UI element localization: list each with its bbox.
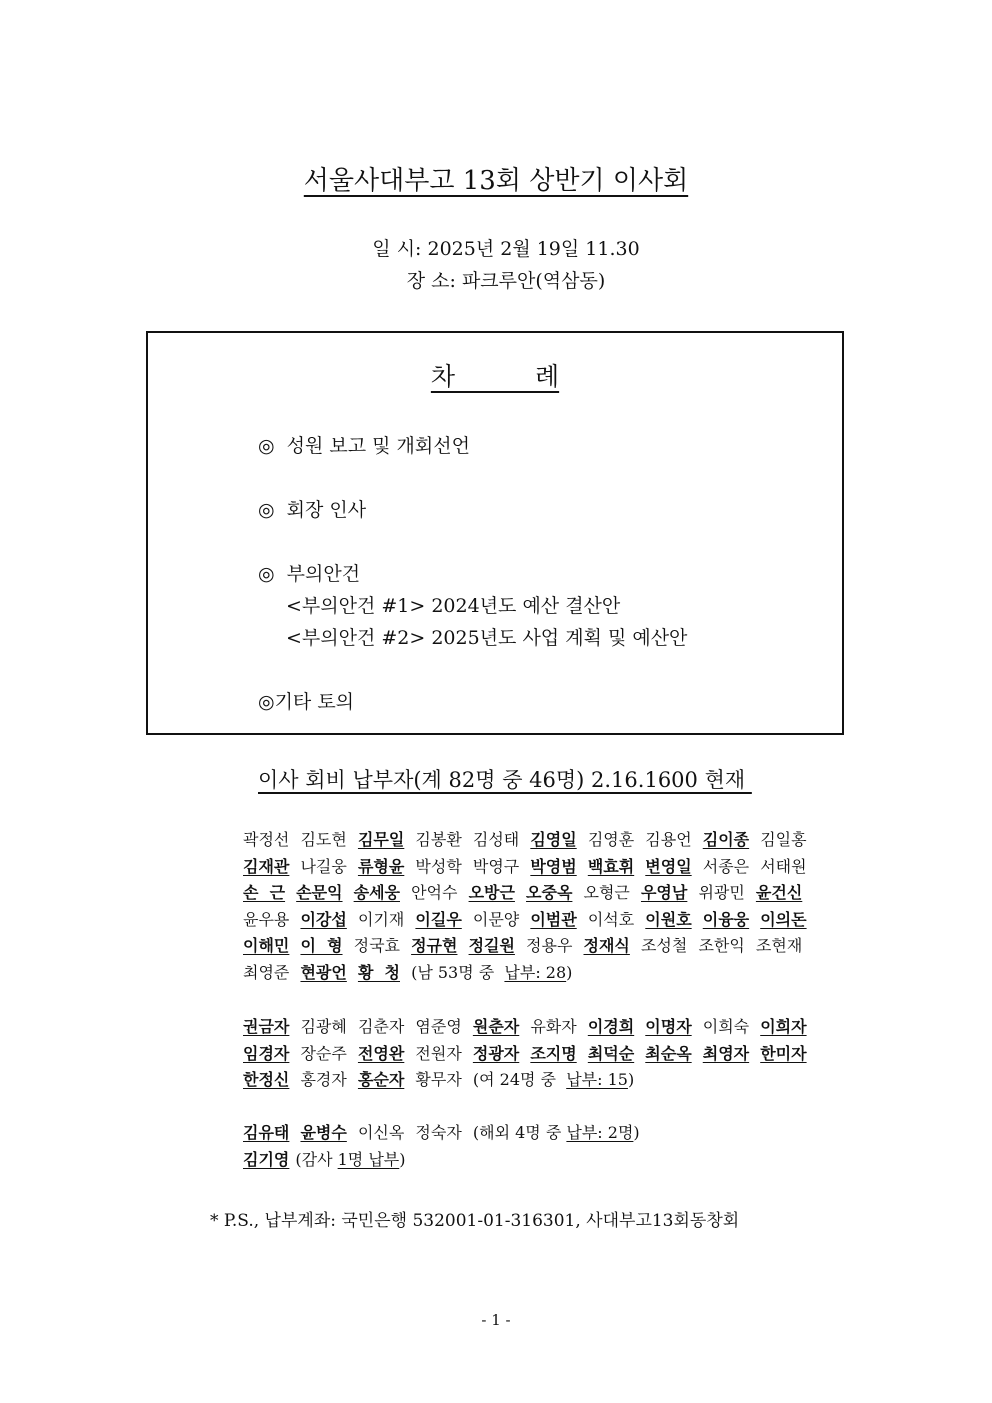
member-name-paid: 최덕순	[587, 1043, 635, 1063]
auditor-summary-paid: 1명 납부	[337, 1149, 400, 1169]
member-name-paid: 이길우	[415, 909, 462, 929]
female-summary	[473, 1070, 634, 1089]
overseas-summary-paid: 납부: 2명	[566, 1123, 634, 1142]
agenda-subitem-2: <부의안건 #2> 2025년도 사업 계획 및 예산안	[286, 627, 688, 649]
member-name: 조성철	[640, 936, 688, 956]
member-name-paid: 백효휘	[587, 856, 635, 876]
member-name: 홍경자	[300, 1070, 347, 1090]
agenda-item-quorum: ◎ 성원 보고 및 개회선언	[258, 435, 470, 457]
overseas-summary-pre: (해외 4명 중	[472, 1123, 567, 1142]
member-name-paid: 이경희	[587, 1017, 635, 1036]
member-name: 위광민	[698, 883, 745, 903]
member-name-paid: 정규현	[411, 936, 458, 956]
member-name: 유화자	[530, 1017, 577, 1036]
auditor-summary-post: )	[399, 1149, 406, 1169]
member-name: 황무자	[415, 1070, 462, 1090]
member-name-paid: 김재관	[243, 856, 290, 876]
auditor-summary	[295, 1150, 405, 1169]
member-name-paid: 우영남	[640, 883, 688, 903]
member-name-paid: 송세웅	[353, 883, 400, 903]
member-name-paid: 현광언	[300, 962, 347, 982]
member-name: 윤우용	[243, 909, 290, 929]
member-name: 김광혜	[300, 1017, 347, 1036]
member-name: 이기재	[357, 909, 405, 929]
agenda-title	[148, 357, 842, 393]
male-names	[243, 830, 813, 982]
member-name: 김춘자	[357, 1017, 405, 1036]
member-name-paid: 한정신	[243, 1070, 290, 1090]
agenda-item-proposals: ◎ 부의안건	[258, 563, 361, 585]
member-name-paid: 조지명	[530, 1043, 577, 1063]
member-name: 이신옥	[357, 1123, 405, 1142]
member-name-paid: 원춘자	[472, 1017, 520, 1036]
member-name-paid: 윤건신	[755, 883, 803, 903]
member-name: 곽정선	[243, 830, 290, 849]
overseas-names	[243, 1123, 473, 1142]
female-summary-post: )	[627, 1070, 635, 1090]
member-name-paid: 전영완	[357, 1043, 405, 1063]
member-name: 김영훈	[587, 830, 635, 849]
member-name-paid: 변영일	[645, 856, 692, 876]
male-summary-pre: (남 53명 중	[411, 962, 505, 982]
member-name-paid: 권금자	[243, 1017, 290, 1036]
member-name: 조현재	[755, 936, 803, 956]
agenda-title-text: 차 례	[430, 362, 560, 391]
member-name: 김일홍	[760, 830, 807, 849]
member-name-paid: 이 형	[300, 936, 343, 956]
member-name-paid: 오중옥	[526, 883, 573, 903]
member-name-paid: 이범관	[530, 909, 577, 929]
member-name-paid: 이명자	[645, 1017, 692, 1036]
auditor-summary-pre: (감사	[295, 1149, 338, 1169]
meeting-place: 장 소: 파크루안(역삼동)	[406, 270, 606, 292]
member-name-paid: 이강섭	[300, 909, 347, 929]
member-name: 정국효	[353, 936, 400, 956]
member-name-paid: 김무일	[357, 830, 405, 849]
member-name-paid: 이희자	[760, 1017, 807, 1036]
member-name: 김성태	[472, 830, 520, 849]
male-summary	[411, 963, 572, 982]
member-name-paid: 임경자	[243, 1043, 290, 1063]
overseas-summary-post: )	[633, 1123, 640, 1142]
female-summary-pre: (여 24명 중	[472, 1070, 567, 1090]
member-name: 김용언	[645, 830, 692, 849]
agenda-item-other: ◎기타 토의	[258, 691, 355, 713]
member-name: 정숙자	[415, 1123, 462, 1142]
member-name-paid: 이의돈	[760, 909, 807, 929]
page-number: - 1 -	[481, 1311, 511, 1329]
member-name-paid: 이융웅	[702, 909, 750, 929]
female-summary-paid: 납부: 15	[566, 1070, 628, 1090]
auditor-name: 김기영	[243, 1149, 290, 1169]
member-name-paid: 이해민	[243, 936, 290, 956]
member-name-paid: 정재식	[583, 936, 630, 956]
meeting-date: 일 시: 2025년 2월 19일 11.30	[372, 238, 640, 260]
member-name-paid: 정길원	[468, 936, 515, 956]
member-name-paid: 이원호	[645, 909, 692, 929]
male-summary-paid: 납부: 28	[504, 962, 567, 982]
member-name-paid: 정광자	[472, 1043, 520, 1063]
document-title-text: 서울사대부고 13회 상반기 이사회	[303, 166, 689, 196]
agenda-box	[146, 331, 844, 735]
member-name: 김도현	[300, 830, 347, 849]
dues-heading-text: 이사 회비 납부자(계 82명 중 46명) 2.16.1600 현재	[258, 768, 752, 792]
member-name: 조한익	[698, 936, 745, 956]
member-name: 서태원	[760, 856, 807, 876]
ps-account-note: * P.S., 납부계좌: 국민은행 532001-01-316301, 사대부고13회동창회	[210, 1211, 740, 1231]
member-name: 이희숙	[702, 1017, 750, 1036]
overseas-summary	[473, 1123, 640, 1142]
member-name-paid: 류형윤	[357, 856, 405, 876]
member-name: 이문양	[472, 909, 520, 929]
member-name: 이석호	[587, 909, 635, 929]
member-name-paid: 박영범	[530, 856, 577, 876]
member-name: 오형근	[583, 883, 630, 903]
member-name-paid: 손 근	[243, 883, 286, 903]
member-name: 안억수	[411, 883, 458, 903]
member-name-paid: 최순옥	[645, 1043, 692, 1063]
agenda-item-greeting: ◎ 회장 인사	[258, 499, 367, 521]
female-members-list	[243, 1014, 843, 1094]
male-members-list	[243, 827, 843, 987]
agenda-subitem-1: <부의안건 #1> 2024년도 예산 결산안	[286, 595, 621, 617]
member-name: 염준영	[415, 1017, 462, 1036]
member-name: 박성학	[415, 856, 462, 876]
member-name-paid: 손문익	[296, 883, 343, 903]
member-name: 장순주	[300, 1043, 347, 1063]
member-name-paid: 윤병수	[300, 1123, 347, 1142]
member-name-paid: 김영일	[530, 830, 577, 849]
member-name: 나길웅	[300, 856, 347, 876]
document-title	[0, 160, 992, 197]
member-name-paid: 황 청	[357, 962, 400, 982]
member-name-paid: 김유태	[243, 1123, 290, 1142]
member-name: 정용우	[526, 936, 573, 956]
member-name-paid: 오방근	[468, 883, 515, 903]
member-name: 전원자	[415, 1043, 462, 1063]
member-name: 최영준	[243, 962, 290, 982]
member-name-paid: 김이종	[702, 830, 750, 849]
member-name-paid: 최영자	[702, 1043, 750, 1063]
member-name-paid: 한미자	[760, 1043, 807, 1063]
member-name: 서종은	[702, 856, 750, 876]
dues-heading	[258, 764, 752, 794]
member-name-paid: 홍순자	[357, 1070, 405, 1090]
member-name: 박영구	[472, 856, 520, 876]
overseas-members-list	[243, 1120, 843, 1173]
male-summary-post: )	[566, 962, 573, 982]
member-name: 김봉환	[415, 830, 462, 849]
